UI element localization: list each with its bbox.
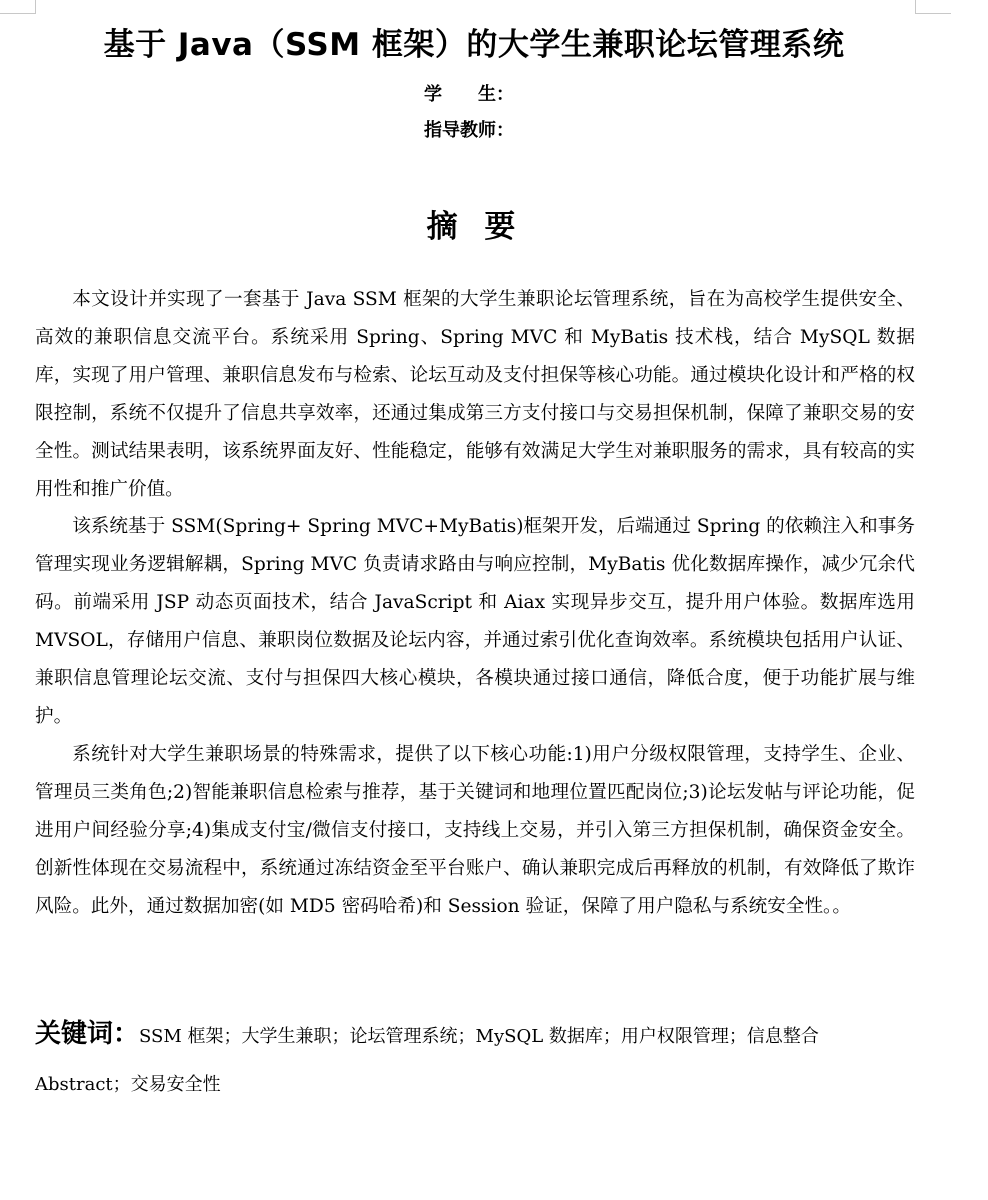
- abstract-paragraph-3: 系统针对大学生兼职场景的特殊需求，提供了以下核心功能:1)用户分级权限管理，支持学生、企业、管理员三类角色;2)智能兼职信息检索与推荐，基于关键词和地理位置匹配岗位;3)论坛发帖与评论功能，促进用户间经验分享;4)集成支付宝/微信支付接口，支持线上交易，并引入第三方担保机制，确保资金安全。创新性体现在交易流程中，系统通过冻结资金至平台账户、确认兼职完成后再释放的机制，有效降低了欺诈风险。此外，通过数据加密(如 MD5 密码哈希)和 Session 验证，保障了用户隐私与系统安全性。。: [35, 743, 915, 917]
- keywords-text: SSM 框架；大学生兼职；论坛管理系统；MySQL 数据库；用户权限管理；信息整合 Abstract；交易安全性: [35, 1026, 819, 1095]
- document-title: 基于 Java（SSM 框架）的大学生兼职论坛管理系统: [103, 27, 845, 63]
- abstract-paragraph-2: 该系统基于 SSM(Spring+ Spring MVC+MyBatis)框架开发，后端通过 Spring 的依赖注入和事务管理实现业务逻辑解耦，Spring MVC 负责请求路由与响应控制，MyBatis 优化数据库操作，减少冗余代码。前端采用 JSP 动态页面技术，结合 JavaScript 和 Aiax 实现异步交互，提升用户体验。数据库选用 MVSOL，存储用户信息、兼职岗位数据及论坛内容，并通过索引优化查询效率。系统模块包括用户认证、兼职信息管理论坛交流、支付与担保四大核心模块，各模块通过接口通信，降低合度，便于功能扩展与维护。: [35, 516, 915, 727]
- abstract-heading: 摘 要: [426, 209, 524, 245]
- keywords-section: [35, 1010, 915, 1109]
- advisor-label: 指导教师：: [424, 120, 514, 141]
- crop-mark-top-right: [915, 0, 951, 14]
- keywords-label: 关键词：: [35, 1019, 140, 1049]
- student-label: 学 生：: [424, 84, 514, 105]
- abstract-paragraph-1: 本文设计并实现了一套基于 Java SSM 框架的大学生兼职论坛管理系统，旨在为高校学生提供安全、高效的兼职信息交流平台。系统采用 Spring、Spring MVC 和 MyBatis 技术栈，结合 MySQL 数据库，实现了用户管理、兼职信息发布与检索、论坛互动及支付担保等核心功能。通过模块化设计和严格的权限控制，系统不仅提升了信息共享效率，还通过集成第三方支付接口与交易担保机制，保障了兼职交易的安全性。测试结果表明，该系统界面友好、性能稳定，能够有效满足大学生对兼职服务的需求，具有较高的实用性和推广价值。: [35, 289, 915, 500]
- abstract-body: [35, 281, 915, 925]
- crop-mark-top-left: [0, 0, 36, 14]
